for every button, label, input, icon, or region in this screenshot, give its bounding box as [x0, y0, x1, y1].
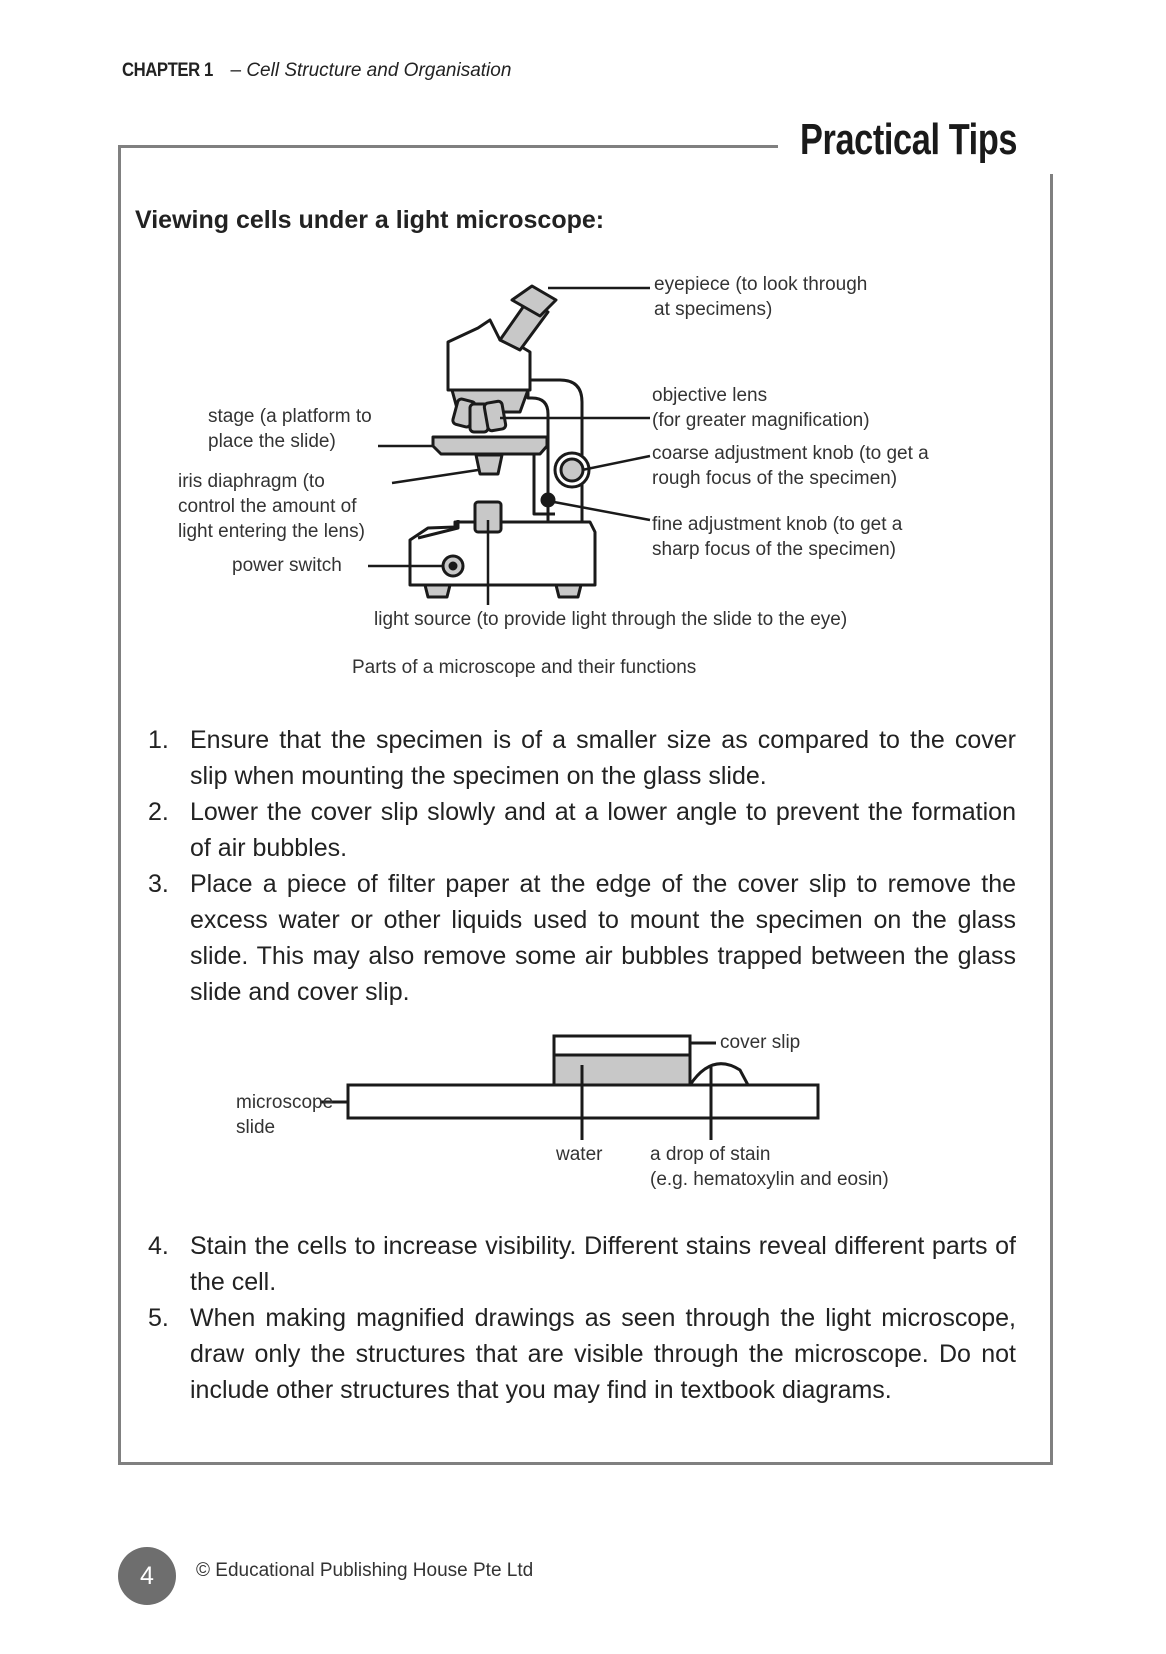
label-line: a drop of stain [650, 1144, 771, 1165]
copyright-notice: © Educational Publishing House Pte Ltd [196, 1560, 534, 1581]
label-line: slide [236, 1117, 276, 1138]
label-line: (for greater magnification) [652, 410, 870, 431]
section-heading: Viewing cells under a light microscope: [135, 206, 605, 234]
label-line: stage (a platform to [208, 406, 372, 427]
label-stain [650, 1142, 889, 1192]
label-line: (e.g. hematoxylin and eosin) [650, 1169, 889, 1190]
label-line: coarse adjustment knob (to get a [652, 443, 929, 464]
chapter-separator: – [225, 60, 247, 81]
label-power-switch: power switch [232, 555, 342, 576]
label-microscope-slide [236, 1090, 333, 1140]
label-line: place the slide) [208, 431, 336, 452]
list-item [148, 1300, 1016, 1408]
item-number: 3. [148, 870, 169, 898]
item-number: 2. [148, 798, 169, 826]
label-line: sharp focus of the specimen) [652, 539, 896, 560]
steps-list-b [148, 1228, 1016, 1408]
label-line: fine adjustment knob (to get a [652, 514, 903, 535]
chapter-number: CHAPTER 1 [122, 60, 213, 81]
label-line: control the amount of [178, 496, 357, 517]
item-number: 4. [148, 1232, 169, 1260]
item-text: Lower the cover slip slowly and at a lower angle to prevent the formation of air bubbles. [190, 798, 1016, 862]
page-number: 4 [118, 1547, 176, 1605]
label-line: at specimens) [654, 299, 773, 320]
label-cover-slip: cover slip [720, 1032, 801, 1053]
figure-caption: Parts of a microscope and their functions [352, 657, 697, 678]
label-line: iris diaphragm (to [178, 471, 325, 492]
chapter-title: Cell Structure and Organisation [246, 60, 512, 81]
label-line: light entering the lens) [178, 521, 365, 542]
label-water: water [556, 1144, 603, 1165]
item-number: 5. [148, 1304, 169, 1332]
label-line: microscope [236, 1092, 334, 1113]
item-text: Ensure that the specimen is of a smaller size as compared to the cover slip when mounting the specimen on the glass slide. [190, 726, 1016, 790]
label-line: objective lens [652, 385, 768, 406]
label-line: rough focus of the specimen) [652, 468, 898, 489]
label-line: eyepiece (to look through [654, 274, 868, 295]
section-title: Practical Tips [800, 115, 1018, 164]
item-text: Stain the cells to increase visibility. Different stains reveal different parts of the cell. [190, 1232, 1016, 1296]
item-text: Place a piece of filter paper at the edge of the cover slip to remove the excess water or other liquids used to mount the specimen on the glass slide. This may also remove some air bubbles trapped between the glass slide and cover slip. [190, 870, 1016, 1006]
list-item [148, 1228, 1016, 1300]
item-number: 1. [148, 726, 169, 754]
item-text: When making magnified drawings as seen through the light microscope, draw only the structures that are visible through the microscope. Do not include other structures that you may find in textbook diagrams. [190, 1304, 1016, 1404]
label-light-source: light source (to provide light through the slide to the eye) [374, 609, 848, 630]
